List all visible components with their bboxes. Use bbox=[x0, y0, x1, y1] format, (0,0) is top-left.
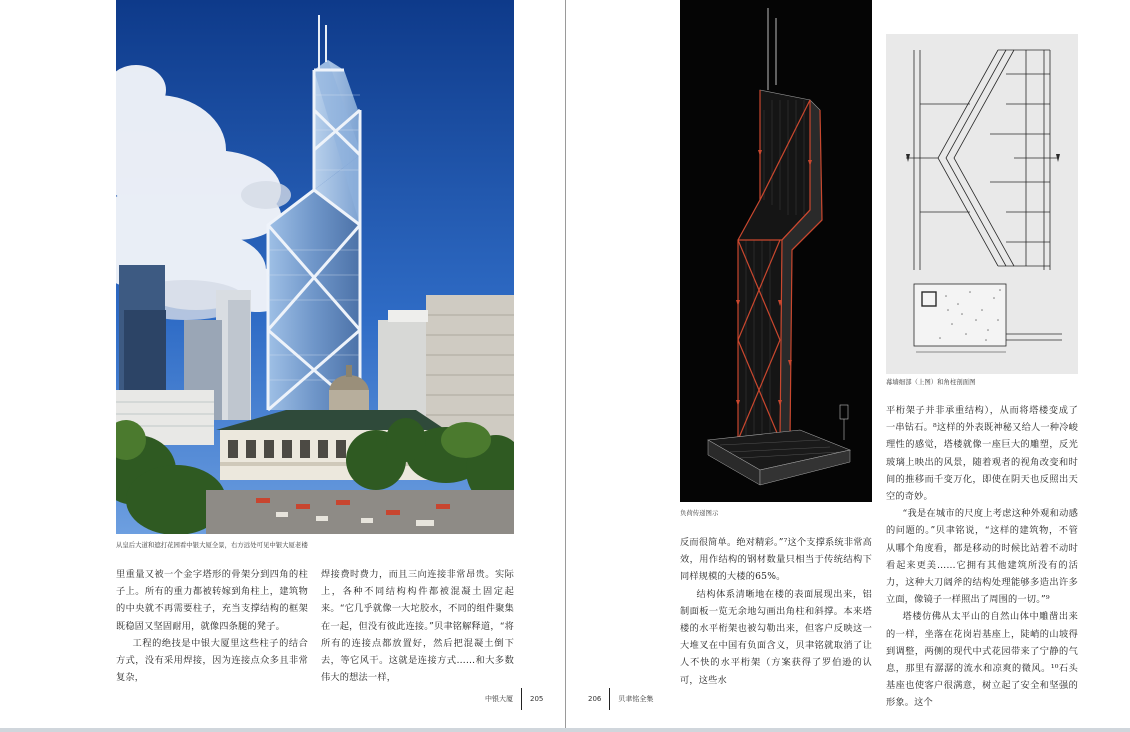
folio-rule bbox=[521, 688, 522, 710]
detail-caption: 幕墙细部（上图）和角柱剖面图 bbox=[886, 378, 976, 386]
paragraph: 工程的绝技是中银大厦里这些柱子的结合方式，没有采用焊接，因为连接点众多且非常复杂， bbox=[116, 637, 308, 684]
right-page-column-1 bbox=[680, 534, 872, 689]
paragraph: 反而很简单。绝对精彩。”⁷这个支撑系统非常高效，用作结构的钢材数量只相当于传统结构下同样规模的大楼的65%。 bbox=[680, 537, 872, 583]
folio-rule bbox=[609, 688, 610, 710]
right-page bbox=[566, 0, 1130, 732]
photo-caption: 从皇后大道和遮打花园看中银大厦全景，右方远处可见中银大厦老楼 bbox=[116, 541, 308, 549]
page-number: 206 bbox=[588, 695, 602, 703]
diagram-caption: 负荷传递图示 bbox=[680, 509, 719, 517]
paragraph: “我是在城市的尺度上考虑这种外观和动感的问题的。”贝聿铭说，“这样的建筑物，不管从哪个角度看，都是移动的时候比站着不动时看起来更美……它拥有其他建筑所没有的活力，这种大刀阔斧的结构处理能够多造出许多立面，像镜子一样照出了周围的一切。”⁹ bbox=[886, 508, 1078, 606]
paragraph: 结构体系清晰地在楼的表面展现出来，铝制面板一览无余地勾画出角柱和斜撑。本来塔楼的水平桁架也被勾勒出来，但客户反映这一大堆叉在中国有负面含义，贝聿铭就取消了让人不快的水平桁架（方案获得了罗伯逊的认可，这些水 bbox=[680, 588, 872, 686]
right-folio bbox=[588, 688, 653, 710]
curtain-wall-detail-drawing bbox=[886, 34, 1078, 374]
page-number: 205 bbox=[530, 695, 544, 703]
right-page-column-2 bbox=[886, 402, 1078, 712]
paragraph: 焊接费时费力，而且三向连接非常昂贵。实际上，各种不同结构构件都被混凝土固定起来。“它几乎就像一大坨胶水，不同的组件聚集在一起，但没有彼此连接。”贝聿铭解释道，“将所有的连接点都放置好，然后把混凝土倒下去，等它风干。这就是连接方式……和大多数伟大的想法一样， bbox=[321, 569, 514, 684]
left-page-column-2 bbox=[321, 566, 514, 686]
tower-structure-drawing bbox=[680, 0, 872, 502]
running-title: 贝聿铭全集 bbox=[618, 695, 654, 703]
curtain-wall-section bbox=[886, 34, 1078, 374]
left-page-column-1 bbox=[116, 566, 308, 686]
left-folio bbox=[485, 688, 543, 710]
tower-photo-illustration bbox=[116, 0, 514, 534]
paragraph: 里重量又被一个金字塔形的骨架分到四角的柱子上。所有的重力都被转嫁到角柱上，建筑物的中央就不再需要柱子，充当支撑结构的框架既稳固又坚固耐用，就像四条腿的凳子。 bbox=[116, 569, 308, 632]
paragraph: 平桁架子并非承重结构），从而将塔楼变成了一串钻石。⁸这样的外表既神秘又给人一种冷峻理性的感觉，塔楼就像一座巨大的雕塑，反光玻璃上映出的风景，随着观者的视角改变和时间的推移而千变万化，即使在阴天也反照出天空的奇妙。 bbox=[886, 405, 1078, 503]
bank-of-china-tower-photo bbox=[116, 0, 514, 534]
paragraph: 塔楼仿佛从太平山的自然山体中雕凿出来的一样，坐落在花岗岩基座上，陡峭的山坡得到调整，两侧的现代中式花园带来了宁静的气息，那里有潺潺的流水和凉爽的微风。¹⁰石头基座也使客户很满意，树立起了安全和坚强的形象。这个 bbox=[886, 611, 1078, 709]
load-transfer-diagram bbox=[680, 0, 872, 502]
page-bottom-edge bbox=[0, 728, 1130, 732]
running-title: 中银大厦 bbox=[485, 695, 513, 703]
